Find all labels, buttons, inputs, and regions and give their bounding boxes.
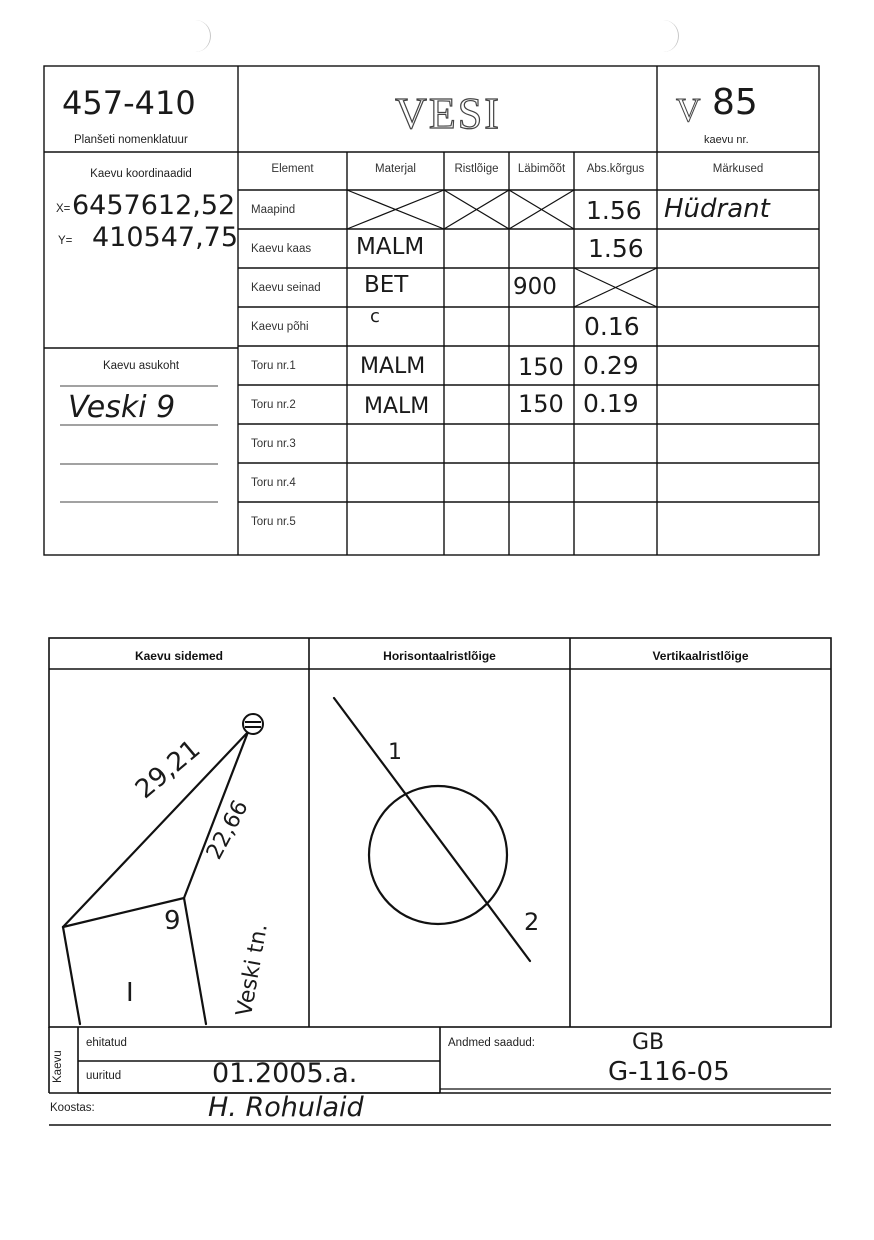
row-label-bottom: Kaevu põhi [251, 321, 309, 333]
well-number-label: kaevu nr. [704, 134, 749, 146]
pipe-2-abs-height: 0.19 [583, 389, 639, 418]
ground-abs-height: 1.56 [586, 196, 642, 225]
data-received-value-1: GB [632, 1030, 665, 1055]
surveyed-label: uuritud [86, 1070, 122, 1082]
compiled-value: H. Rohulaid [208, 1092, 364, 1123]
building-number: 9 [164, 906, 181, 936]
row-label-ground: Maapind [251, 204, 296, 216]
pipe-1-diameter: 150 [518, 353, 564, 381]
walls-diameter: 900 [513, 274, 557, 300]
row-label-walls: Kaevu seinad [251, 282, 321, 294]
ties-section-title: Kaevu sidemed [134, 649, 224, 663]
row-label-pipe-1: Toru nr.1 [251, 360, 296, 372]
row-label-pipe-2: Toru nr.2 [251, 399, 296, 411]
col-header-material: Materjal [375, 163, 416, 175]
pipe-1-material: MALM [360, 354, 426, 379]
row-label-cover: Kaevu kaas [251, 243, 312, 255]
tie-distance-2: 22,66 [202, 796, 254, 864]
pipe-2-marker: 2 [524, 908, 540, 936]
building-floors: I [126, 978, 134, 1008]
x-coordinate-value: 6457612,52 [72, 190, 236, 221]
built-label: ehitatud [86, 1037, 127, 1049]
row-label-pipe-5: Toru nr.5 [251, 516, 296, 528]
row-label-pipe-4: Toru nr.4 [251, 477, 296, 489]
coordinates-label: Kaevu koordinaadid [90, 168, 192, 180]
pipe-2-diameter: 150 [518, 390, 564, 418]
pipe-2-material: MALM [364, 394, 430, 419]
x-prefix: X= [56, 203, 71, 215]
surveyed-value: 01.2005.a. [212, 1058, 358, 1089]
walls-material: BET [364, 272, 409, 298]
well-footer-label: Kaevu [52, 1050, 64, 1083]
pipe-1-abs-height: 0.29 [583, 351, 639, 380]
cover-material: MALM [356, 234, 425, 260]
col-header-cross-section: Ristlõige [454, 163, 499, 175]
street-label: Veski tn. [232, 921, 273, 1019]
well-number: 85 [712, 82, 758, 123]
data-received-value-2: G-116-05 [608, 1057, 730, 1087]
form-title: VESI [395, 89, 501, 138]
bottom-abs-height: 0.16 [584, 312, 640, 341]
row-label-pipe-3: Toru nr.3 [251, 438, 296, 450]
well-prefix: V [676, 92, 701, 129]
col-header-remarks: Märkused [712, 163, 764, 175]
cover-abs-height: 1.56 [588, 234, 644, 263]
ground-remarks: Hüdrant [664, 194, 770, 224]
y-prefix: Y= [58, 235, 73, 247]
col-header-diameter: Läbimõõt [517, 163, 566, 175]
bottom-material: c [370, 306, 380, 327]
col-header-element: Element [271, 163, 314, 175]
horizontal-section-title: Horisontaalristlõige [383, 649, 496, 663]
data-received-label: Andmed saadud: [448, 1037, 535, 1049]
tie-distance-1: 29,21 [130, 734, 207, 805]
vertical-section-title: Vertikaalristlõige [652, 649, 749, 663]
y-coordinate-value: 410547,75 [92, 222, 239, 253]
location-value: Veski 9 [68, 390, 176, 425]
pipe-1-marker: 1 [388, 740, 402, 765]
nomenclature-value: 457-410 [62, 84, 196, 122]
location-label: Kaevu asukoht [102, 360, 180, 372]
compiled-label: Koostas: [50, 1102, 95, 1114]
col-header-abs-height: Abs.kõrgus [586, 163, 645, 175]
nomenclature-label: Planšeti nomenklatuur [74, 134, 188, 146]
